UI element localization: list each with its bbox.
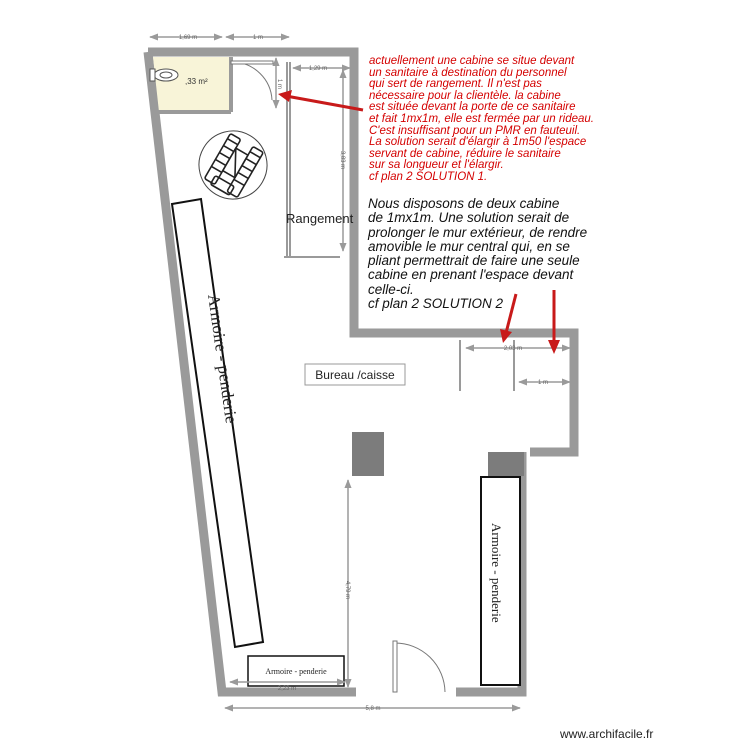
black-line: pliant permettrait de faire une seule — [368, 253, 580, 269]
dim-cabin-width: 2,03 m — [503, 346, 523, 352]
dim-door-height: 1 m — [276, 78, 282, 90]
red-line: actuellement une cabine se situe devant — [369, 55, 575, 67]
toilet-area-label: ,33 m² — [185, 77, 208, 86]
red-line: est située devant la porte de ce sanitaire — [369, 101, 576, 114]
red-line: qui sert de rangement. Il n'est pas — [369, 78, 542, 91]
storage-label: Rangement — [286, 211, 354, 226]
toilet-icon — [150, 69, 178, 81]
red-line: La solution serait d'élargir à 1m50 l'espace — [369, 136, 587, 149]
black-line: Nous disposons de deux cabine — [368, 196, 560, 211]
dim-top-left: 1,69 m — [178, 35, 198, 41]
wheelchair-icon — [187, 119, 280, 212]
red-line: un sanitaire à destination du personnel — [369, 66, 567, 79]
black-line: celle-ci. — [368, 281, 414, 297]
dim-storage-height: 3,83 m — [339, 150, 345, 170]
dim-inner-height: 4,79 m — [344, 580, 350, 600]
office-label: Bureau /caisse — [315, 368, 395, 382]
black-line: cf plan 2 SOLUTION 2 — [368, 296, 504, 312]
site-credit[interactable]: www.archifacile.fr — [560, 727, 654, 741]
bottom-wardrobe-label: Armoire - penderie — [265, 667, 327, 676]
black-annotation — [368, 197, 587, 311]
storage-room — [284, 62, 340, 257]
red-line: C'est insuffisant pour un PMR en fauteuil. — [369, 124, 581, 137]
red-line: nécessaire pour la clientèle. la cabine — [369, 89, 561, 102]
office-label-box — [305, 364, 405, 385]
dim-top-middle: 1 m — [252, 35, 264, 41]
dim-cabin-inner: 1 m — [537, 380, 549, 386]
right-wardrobe — [481, 477, 520, 685]
black-line: amovible le mur central qui, en se — [368, 238, 570, 254]
red-line: servant de cabine, réduire le sanitaire — [369, 147, 561, 160]
black-line: de 1mx1m. Une solution serait de — [368, 210, 570, 226]
left-wardrobe — [172, 199, 263, 647]
entrance-door — [393, 641, 445, 692]
dim-storage-width: 1,29 m — [308, 66, 328, 72]
red-annotation — [369, 56, 594, 184]
dim-bottom-total: 5,8 m — [365, 706, 381, 712]
red-line: cf plan 2 SOLUTION 1. — [369, 170, 488, 183]
red-line: sur sa longueur et l'élargir. — [369, 159, 504, 172]
left-wardrobe-label: Armoire - penderie — [204, 292, 241, 425]
red-line: et fait 1mx1m, elle est fermée par un rideau. — [369, 112, 594, 125]
right-wardrobe-label: Armoire - penderie — [489, 523, 504, 623]
toilet-door — [231, 61, 273, 100]
black-line: prolonger le mur extérieur, de rendre — [368, 224, 588, 240]
black-line: cabine en prenant l'espace devant — [368, 267, 574, 283]
pillars — [352, 432, 524, 476]
dim-bottom-inner: 2,23 m — [277, 686, 297, 692]
